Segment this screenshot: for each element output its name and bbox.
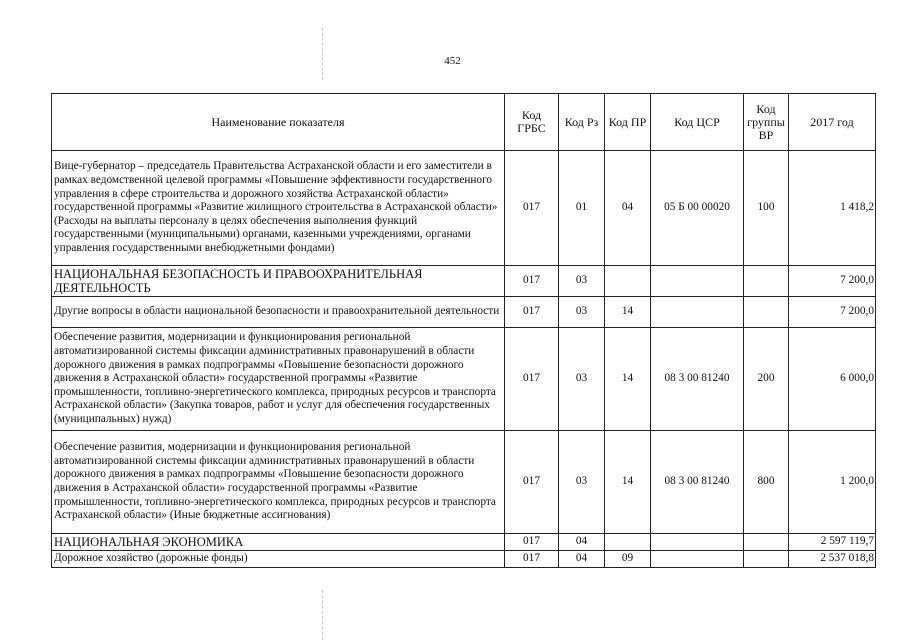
- row-pr: 14: [605, 431, 651, 534]
- row-amount: 1 418,2: [789, 151, 876, 266]
- header-csr: Код ЦСР: [651, 94, 744, 151]
- row-pr: 04: [605, 151, 651, 266]
- row-csr: [651, 266, 744, 297]
- row-name: Обеспечение развития, модернизации и функционирования региональной автоматизированной системы фиксации административных правонарушений в области дорожного движения в рамках подпрограммы «Повышение безопасности дорожного движения в Астраханской области» государственной программы «Развитие промышленности, топливно-энергетического комплекса, природных ресурсов и транспорта Астраханской области» (Закупка товаров, работ и услуг для обеспечения государственных (муниципальных) нужд): [52, 328, 505, 431]
- header-rz: Код Рз: [559, 94, 605, 151]
- row-csr: 05 Б 00 00020: [651, 151, 744, 266]
- row-amount: 2 537 018,8: [789, 551, 876, 568]
- row-grbs: 017: [505, 551, 559, 568]
- fold-line-bottom: [322, 590, 323, 640]
- row-csr: 08 3 00 81240: [651, 328, 744, 431]
- row-pr: 09: [605, 551, 651, 568]
- table-row: [52, 297, 876, 328]
- fold-line-top: [322, 28, 323, 80]
- row-amount: 7 200,0: [789, 266, 876, 297]
- row-amount: 7 200,0: [789, 297, 876, 328]
- row-pr: 14: [605, 297, 651, 328]
- header-pr: Код ПР: [605, 94, 651, 151]
- row-pr: [605, 534, 651, 551]
- row-rz: 03: [559, 431, 605, 534]
- header-name: Наименование показателя: [52, 94, 505, 151]
- table-row: [52, 328, 876, 431]
- table-row: [52, 534, 876, 551]
- row-grbs: 017: [505, 534, 559, 551]
- row-rz: 04: [559, 534, 605, 551]
- row-name: Дорожное хозяйство (дорожные фонды): [52, 551, 505, 568]
- header-vr: Код группы ВР: [744, 94, 789, 151]
- header-year: 2017 год: [789, 94, 876, 151]
- row-rz: 03: [559, 297, 605, 328]
- row-rz: 01: [559, 151, 605, 266]
- row-name: НАЦИОНАЛЬНАЯ БЕЗОПАСНОСТЬ И ПРАВООХРАНИТЕЛЬНАЯ ДЕЯТЕЛЬНОСТЬ: [52, 266, 505, 297]
- header-row: [52, 94, 876, 151]
- row-pr: 14: [605, 328, 651, 431]
- row-grbs: 017: [505, 431, 559, 534]
- row-vr: [744, 266, 789, 297]
- row-name: Другие вопросы в области национальной безопасности и правоохранительной деятельности: [52, 297, 505, 328]
- row-amount: 2 597 119,7: [789, 534, 876, 551]
- row-rz: 03: [559, 328, 605, 431]
- row-grbs: 017: [505, 266, 559, 297]
- row-csr: [651, 297, 744, 328]
- row-vr: 800: [744, 431, 789, 534]
- row-vr: [744, 534, 789, 551]
- row-rz: 03: [559, 266, 605, 297]
- row-grbs: 017: [505, 328, 559, 431]
- row-name: Обеспечение развития, модернизации и функционирования региональной автоматизированной системы фиксации административных правонарушений в области дорожного движения в рамках подпрограммы «Повышение безопасности дорожного движения в Астраханской области» государственной программы «Развитие промышленности, топливно-энергетического комплекса, природных ресурсов и транспорта Астраханской области» (Иные бюджетные ассигнования): [52, 431, 505, 534]
- budget-table: [51, 93, 876, 568]
- table-row: [52, 266, 876, 297]
- table-row: [52, 151, 876, 266]
- row-name: НАЦИОНАЛЬНАЯ ЭКОНОМИКА: [52, 534, 505, 551]
- row-pr: [605, 266, 651, 297]
- row-csr: [651, 551, 744, 568]
- page-number: 452: [444, 55, 461, 67]
- row-name: Вице-губернатор – председатель Правительства Астраханской области и его заместители в рамках ведомственной целевой программы «Повышение эффективности государственного управления в сфере строительства и дорожного хозяйства Астраханской области» государственной программы «Развитие жилищного строительства в Астраханской области» (Расходы на выплаты персоналу в целях обеспечения выполнения функций государственными (муниципальными) органами, казенными учреждениями, органами управления государственными внебюджетными фондами): [52, 151, 505, 266]
- row-amount: 1 200,0: [789, 431, 876, 534]
- row-vr: 200: [744, 328, 789, 431]
- row-grbs: 017: [505, 297, 559, 328]
- table-row: [52, 431, 876, 534]
- table-row: [52, 551, 876, 568]
- header-grbs: Код ГРБС: [505, 94, 559, 151]
- row-rz: 04: [559, 551, 605, 568]
- row-vr: 100: [744, 151, 789, 266]
- row-grbs: 017: [505, 151, 559, 266]
- row-amount: 6 000,0: [789, 328, 876, 431]
- row-csr: 08 3 00 81240: [651, 431, 744, 534]
- row-vr: [744, 551, 789, 568]
- row-csr: [651, 534, 744, 551]
- row-vr: [744, 297, 789, 328]
